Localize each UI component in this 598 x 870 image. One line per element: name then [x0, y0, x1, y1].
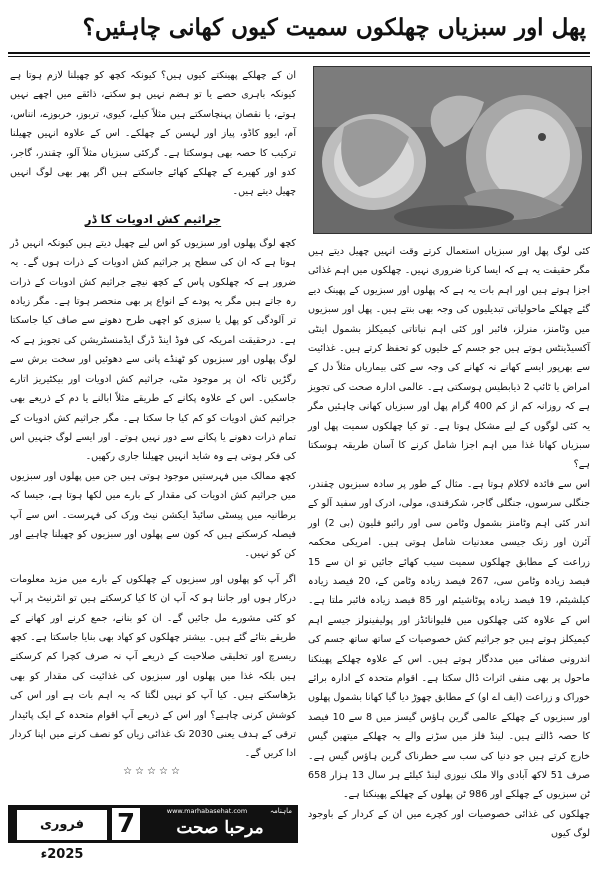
section-subheading: جراثیم کش ادویات کا ڈر — [84, 211, 222, 226]
body-paragraph: کئی لوگ پھل اور سبزیاں استعمال کرتے وقت انہیں چھیل دیتے ہیں مگر حقیقت یہ ہے کہ ایسا کرنا ضروری نہیں۔ چھلکوں میں اہم غذائی اجزا ہوتے ہیں اور اہم بات یہ ہے کہ پھلوں اور سبزیوں کے پھینک دیے گئے چھلکے ماحولیاتی تبدیلیوں کی وجہ بھی بنتے ہیں۔ پھل اور سبزیوں میں وٹامنز، منرلز، فائبر اور کئی اہم نباتاتی کیمیکلز بشمول اینٹی آکسیڈینٹس ہوتے ہیں جو جسم کے خلیوں کو تحفظ کرتے ہیں۔ غذائیت سے بھرپور ایسے کھانے نہ کھانے کی وجہ سے کئی بیماریاں مثلاً دل کے امراض یا ٹائپ 2 ذیابطیس ہوسکتی ہے۔ عالمی ادارہ صحت کی تجویز ہے کہ روزانہ کم از کم 400 گرام پھل اور سبزیاں کھانی چاہئیں مگر یہ کئی لوگوں کے لیے مشکل ہوتا ہے۔ تو کیا چھلکوں سمیت پھل اور سبزیاں کھانا غذا میں اہم اجزا شامل کرنے کا آسان طریقہ ہوسکتا ہے؟ — [308, 246, 590, 471]
body-paragraph: چھلکوں کی غذائی خصوصیات اور کچرے میں ان کے کردار کے باوجود لوگ کیوں — [308, 808, 590, 840]
issue-date: فروری 2025ء — [16, 809, 108, 841]
left-column — [10, 66, 296, 777]
body-paragraph: اس سے فائدہ لاکلام ہوتا ہے۔ مثال کے طور پر سادہ سبزیوں چقندر، جنگلی سرسوں، جنگلی گاجر، شکرقندی، مولی، ادرک اور سفید آلو کے اندر کئی اہم وٹامنز بشمول وٹامن سی اور رائبو فلیون (بی 2) اور آئرن اور زنک جیسی معدنیات شامل ہوتی ہیں۔ امریکی محکمہ زراعت کے مطابق چھلکوں سمیت سیب کھائے جائیں تو ان سے 15 فیصد زیادہ وٹامن سی، 267 فیصد زیادہ وٹامن کے، 20 فیصد زیادہ کیلشیئم، 19 فیصد زیادہ پوٹاشیئم اور 85 فیصد زیادہ فائبر ملتا ہے۔ اس کے علاوہ کئی چھلکوں میں فلیوانائڈز اور پولیفینولز جیسے اہم کیمیکلز ہوتے ہیں جو جراثیم کش خصوصیات کے ساتھ ساتھ جسم کی اندرونی صفائی میں مددگار ہوتے ہیں۔ اس کے علاوہ چھلکے پھینکنا ماحول پر بھی منفی اثرات ڈال سکتا ہے۔ اقوام متحدہ کے ادارہ برائے خوراک و زراعت (ایف اے او) کے مطابق چھوڑ دیا گیا کھانا بشمول پھلوں اور سبزیوں کے چھلکے عالمی گرین ہاؤس گیسز میں 8 سے 10 فیصد کا حصہ ڈالتے ہیں۔ لینڈ فلز میں سڑنے والے یہ چھلکے میتھین گیس خارج کرتے ہیں جو دنیا کی سب سے خطرناک گرین ہاؤس گیس ہے۔ صرف 51 لاکھ آبادی والا ملک نیوزی لینڈ کیلئے ہر سال 13 ہزار 658 ٹن سبزیوں کے چھلکے اور 986 ٹن پھلوں کے چھلکے پھینکتا ہے۔ — [308, 478, 591, 801]
headline-bottom-rule — [8, 56, 590, 57]
website-url[interactable]: www.marhabasehat.com — [166, 807, 248, 815]
magazine-footer — [8, 805, 298, 862]
headline-top-rule — [8, 52, 590, 54]
magazine-tag: ماہنامہ — [269, 807, 293, 815]
end-stars: ☆☆☆☆☆ — [123, 765, 183, 777]
page-number: 7 — [112, 808, 140, 840]
right-column — [308, 242, 590, 842]
body-paragraph: کچھ ممالک میں فہرستیں موجود ہوتی ہیں جن میں پھلوں اور سبزیوں میں جراثیم کش ادویات کی مقدار کے بارے میں لکھا ہوتا ہے، جیسا کہ برطانیہ میں پیسٹی سائیڈ ایکشن نیٹ ورک کی فہرست۔ اس سے آپ فیصلہ کرسکتے ہیں کہ کون سے پھلوں اور سبزیوں کو چھیلنا چاہیے اور کن کو نہیں۔ — [10, 470, 296, 560]
intro-paragraph: ان کے چھلکے پھینکتے کیوں ہیں؟ کیونکہ کچھ کو چھیلنا لازم ہوتا ہے کیونکہ باہری حصے یا تو ہضم نہیں ہو سکتے، ذائقے میں اچھے نہیں ہوتے، یا نقصان پہنچاسکتے ہیں مثلاً کیلے، کیوی، تربوز، خربوزے، انناس، آم، ایوو کاڈو، پیاز اور لہسن کے چھلکے۔ اس کے علاوہ انہیں چھیلنا ترکیب کا حصہ بھی ہوسکتا ہے۔ گرکئی سبزیاں مثلاً آلو، چقندر، گاجر، کدو اور کھیرے کے چھلکے کھائے جاسکتے ہیں اگر پھر بھی لوگ انہیں چھیل دیتے ہیں۔ — [10, 70, 296, 198]
magazine-logo: مرحبا صحت — [176, 818, 264, 838]
body-paragraph: کچھ لوگ پھلوں اور سبزیوں کو اس لیے چھیل دیتے ہیں کیونکہ انہیں ڈر ہوتا ہے کہ ان کی سطح پر جراثیم کش ادویات کے ذرات ہوں گے۔ یہ ضرور ہے کہ چھلکوں پاس کے کچھ نیچے جراثیم کش ادویات کے ذرات رہ جاتے ہیں مگر یہ پودے کے انواع پر بھی منحصر ہوتا ہے۔ مگر زیادہ تر آلودگی کو پھل یا سبزی کو اچھی طرح دھونے سے صاف کیا جاسکتا ہے۔ درحقیقت امریکہ کی فوڈ اینڈ ڈرگ ایڈمنسٹریشن کی تجویز ہے کہ لوگ پھلوں اور سبزیوں کو ٹھنڈے پانی سے دھوئیں اور سخت برش سے رگڑیں تاکہ ان پر موجود مٹی، جراثیم کش ادویات اور بیکٹیریز اتارے جاسکیں۔ اس کے علاوہ پکانے کے طریقے مثلاً ابالنے یا دم کے ذریعے بھی جراثیم کش ادویات کو کم کیا جا سکتا ہے۔ مگر جراثیم کش ادویات کے تمام ذرات دھونے یا پکانے سے دور نہیں ہوتے۔ اور ایسے لوگ جنہیں اس کی فکر ہوتی ہے وہ شاید انہیں چھیلنا جاری رکھیں۔ — [10, 237, 296, 463]
citrus-peel-photo — [313, 66, 592, 234]
article-headline: پھل اور سبزیاں چھلکوں سمیت کیوں کھانی چاہئیں؟ — [82, 14, 586, 41]
body-paragraph: اگر آپ کو پھلوں اور سبزیوں کے چھلکوں کے بارے میں مزید معلومات درکار ہوں اور جاننا ہو کہ آپ ان کا کیا کرسکتے ہیں تو انٹرنیٹ پر آپ کو کئی مشورے مل جائیں گے۔ ان کو بنانے، جمع کرنے اور کھانے کے طریقے بتائے گئے ہیں۔ بیشتر چھلکوں کو کھاد بھی بنایا جاسکتا ہے۔ کچھ ریسرچ اور تخلیقی صلاحیت کے ذریعے آپ نہ صرف کچرا کم کرسکتے ہیں بلکہ غذا میں پھلوں اور سبزیوں کی غذائیت کی مقدار کو بھی بڑھاسکتے ہیں۔ کیا آپ کو نہیں لگتا کہ یہ اہم بات ہے اور اس کی کوشش کرنی چاہیے؟ اور اس کے ذریعے آپ اقوام متحدہ کے ایک پائیدار ترقی کے ہدف یعنی 2030 تک غذائی زیاں کو نصف کرنے میں اپنا کردار ادا کریں گے۔ — [10, 573, 296, 760]
